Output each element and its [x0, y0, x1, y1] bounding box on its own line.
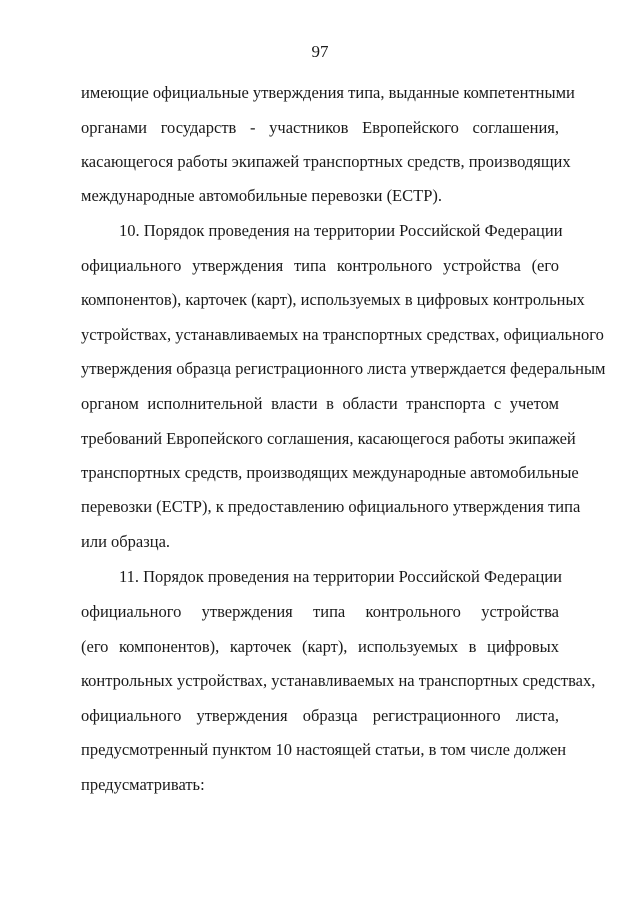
page-number: 97: [311, 42, 329, 61]
text-line: международные автомобильные перевозки (ЕСТР).: [81, 186, 443, 205]
text-line: официального утверждения типа контрольного устройства: [81, 602, 559, 621]
text-line: органом исполнительной власти в области транспорта с учетом: [81, 394, 559, 413]
text-line: перевозки (ЕСТР), к предоставлению официального утверждения типа: [81, 497, 581, 516]
text-line: утверждения образца регистрационного листа утверждается федеральным: [81, 359, 606, 378]
text-line: или образца.: [81, 532, 171, 551]
text-line: контрольных устройствах, устанавливаемых на транспортных средствах,: [81, 671, 596, 690]
text-line: (его компонентов), карточек (карт), используемых в цифровых: [81, 637, 559, 656]
text-line: устройствах, устанавливаемых на транспортных средствах, официального: [81, 325, 604, 344]
text-line: компонентов), карточек (карт), используемых в цифровых контрольных: [81, 290, 585, 309]
text-line: предусматривать:: [81, 775, 205, 794]
text-line: официального утверждения образца регистрационного листа,: [81, 706, 559, 725]
text-line: предусмотренный пунктом 10 настоящей статьи, в том числе должен: [81, 740, 567, 759]
text-line: касающегося работы экипажей транспортных средств, производящих: [81, 152, 571, 171]
text-line: 11. Порядок проведения на территории Российской Федерации: [119, 567, 562, 586]
text-line: органами государств - участников Европейского соглашения,: [81, 118, 559, 137]
text-line: официального утверждения типа контрольного устройства (его: [81, 256, 559, 275]
text-line: 10. Порядок проведения на территории Российской Федерации: [119, 221, 563, 240]
text-line: имеющие официальные утверждения типа, выданные компетентными: [81, 83, 575, 102]
text-line: требований Европейского соглашения, касающегося работы экипажей: [81, 429, 576, 448]
text-line: транспортных средств, производящих международные автомобильные: [81, 463, 579, 482]
